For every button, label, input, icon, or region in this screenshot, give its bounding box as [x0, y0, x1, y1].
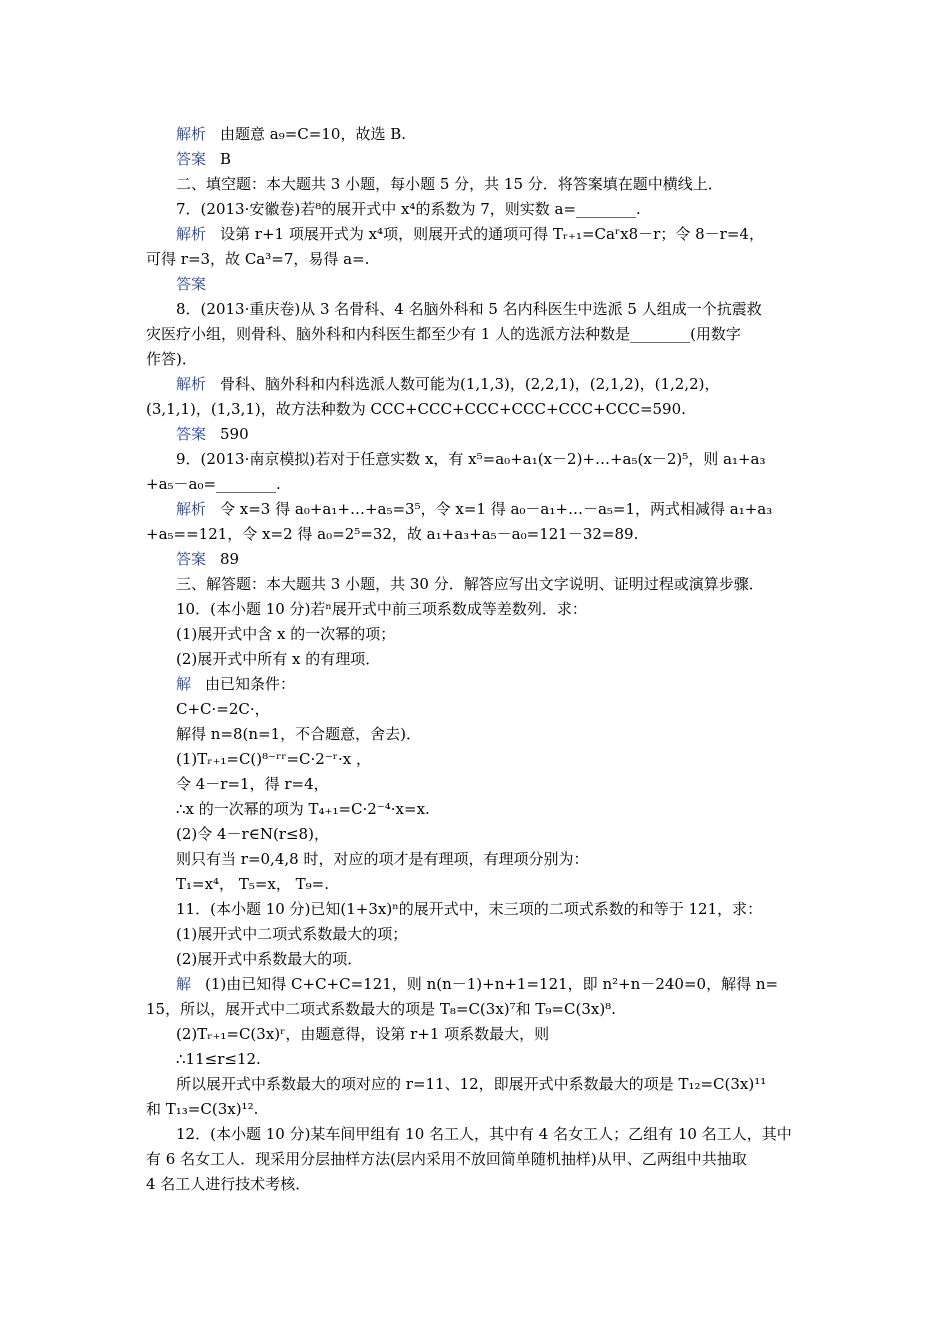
text-line: [176, 774, 329, 794]
text-line: [176, 1049, 261, 1069]
line-text: 三、解答题：本大题共 3 小题，共 30 分．解答应写出文字说明、证明过程或演算步骤．: [176, 575, 764, 593]
line-text: 8．(2013·重庆卷)从 3 名骨科、4 名脑外科和 5 名内科医生中选派 5 人组成一个抗震救: [176, 300, 762, 318]
text-line: [146, 324, 741, 344]
line-text: (1)展开式中含 x 的一次幂的项；: [176, 625, 396, 643]
text-line: [176, 874, 329, 894]
text-line: [176, 974, 778, 994]
line-text: 作答)．: [146, 350, 197, 368]
line-text: 灾医疗小组，则骨科、脑外科和内科医生都至少有 1 人的选派方法种数是________(用数字: [146, 325, 741, 343]
text-line: [176, 449, 765, 469]
text-line: [146, 1174, 310, 1194]
line-text: T₁=x⁴， T₅=x， T₉=.: [176, 875, 329, 893]
text-line: [146, 524, 638, 544]
text-line: [176, 224, 764, 244]
line-text: 和 T₁₃=C(3x)¹².: [146, 1100, 259, 1118]
text-line: [176, 899, 762, 919]
section-label: 解: [176, 975, 192, 993]
text-line: [176, 724, 421, 744]
line-text: (1)Tᵣ₊₁=C()⁸⁻ʳʳ=C·2⁻ʳ·x ，: [176, 750, 371, 768]
line-text: (2)展开式中系数最大的项．: [176, 950, 363, 968]
text-line: [176, 374, 720, 394]
line-text: +a₅－a₀=________.: [146, 475, 281, 493]
text-line: [176, 674, 295, 694]
text-line: [176, 199, 641, 219]
text-line: [176, 299, 762, 319]
line-text: 4 名工人进行技术考核．: [146, 1175, 311, 1193]
line-text: C+C·=2C·，: [176, 700, 270, 718]
text-line: [176, 549, 239, 569]
line-text: 由已知条件：: [205, 675, 296, 693]
section-label: 答案: [176, 150, 207, 168]
text-line: [146, 399, 686, 419]
section-label: 解析: [176, 375, 207, 393]
text-line: [176, 749, 371, 769]
line-text: (2)令 4－r∈N(r≤8)，: [176, 825, 329, 843]
text-line: [176, 599, 587, 619]
line-text: 可得 r=3，故 Ca³=7，易得 a=.: [146, 250, 370, 268]
line-text: (1)由已知得 C+C+C=121，则 n(n－1)+n+1=121，即 n²+n－240=0，解得 n=: [205, 975, 779, 993]
text-line: [176, 624, 395, 644]
text-line: [176, 424, 249, 444]
line-text: 骨科、脑外科和内科选派人数可能为(1,1,3)，(2,2,1)，(2,1,2)，(1,2,2)，: [220, 375, 720, 393]
text-line: [176, 1024, 549, 1044]
section-label: 答案: [176, 425, 207, 443]
line-text: 590: [220, 425, 249, 443]
text-line: [176, 274, 220, 294]
line-text: (2)展开式中所有 x 的有理项．: [176, 650, 381, 668]
text-line: [176, 924, 407, 944]
line-text: ∴x 的一次幂的项为 T₄₊₁=C·2⁻⁴·x=x.: [176, 800, 430, 818]
line-text: 有 6 名女工人．现采用分层抽样方法(层内采用不放回简单随机抽样)从甲、乙两组中共抽取: [146, 1150, 747, 1168]
section-label: 解析: [176, 125, 207, 143]
line-text: 则只有当 r=0,4,8 时，对应的项才是有理项，有理项分别为：: [176, 850, 589, 868]
line-text: +a₅==121，令 x=2 得 a₀=2⁵=32，故 a₁+a₃+a₅－a₀=121－32=89.: [146, 525, 639, 543]
line-text: 令 4－r=1，得 r=4，: [176, 775, 329, 793]
line-text: 15，所以，展开式中二项式系数最大的项是 T₈=C(3x)⁷和 T₉=C(3x)⁸.: [146, 1000, 616, 1018]
text-line: [176, 799, 430, 819]
line-text: 设第 r+1 项展开式为 x⁴项，则展开式的通项可得 Tᵣ₊₁=Caʳx8－r；令 8－r=4，: [220, 225, 764, 243]
text-line: [146, 349, 197, 369]
line-text: B: [220, 150, 232, 168]
section-label: 解析: [176, 500, 207, 518]
text-line: [176, 149, 231, 169]
text-line: [176, 574, 764, 594]
line-text: (1)展开式中二项式系数最大的项；: [176, 925, 408, 943]
line-text: ∴11≤r≤12.: [176, 1050, 261, 1068]
text-line: [176, 849, 588, 869]
line-text: 令 x=3 得 a₀+a₁+…+a₅=3⁵，令 x=1 得 a₀－a₁+…－a₅=1，两式相减得 a₁+a₃: [220, 500, 773, 518]
line-text: 二、填空题：本大题共 3 小题，每小题 5 分，共 15 分．将答案填在题中横线上．: [176, 175, 723, 193]
section-label: 答案: [176, 550, 207, 568]
line-text: (2)Tᵣ₊₁=C(3x)ʳ，由题意得，设第 r+1 项系数最大，则: [176, 1025, 550, 1043]
text-line: [146, 1149, 747, 1169]
line-text: 89: [220, 550, 240, 568]
text-line: [176, 124, 406, 144]
line-text: 解得 n=8(n=1，不合题意，舍去)．: [176, 725, 422, 743]
text-line: [176, 699, 270, 719]
line-text: 所以展开式中系数最大的项对应的 r=11、12，即展开式中系数最大的项是 T₁₂=C(3x)¹¹: [176, 1075, 767, 1093]
line-text: 12．(本小题 10 分)某车间甲组有 10 名工人，其中有 4 名女工人；乙组有 10 名工人，其中: [176, 1125, 792, 1143]
line-text: 10．(本小题 10 分)若ⁿ展开式中前三项系数成等差数列．求：: [176, 600, 587, 618]
line-text: (3,1,1)，(1,3,1)，故方法种数为 CCC+CCC+CCC+CCC+CCC+CCC=590.: [146, 400, 686, 418]
text-line: [146, 249, 369, 269]
text-line: [176, 1074, 766, 1094]
section-label: 答案: [176, 275, 207, 293]
line-text: 9．(2013·南京模拟)若对于任意实数 x，有 x⁵=a₀+a₁(x－2)+…+a₅(x－2)⁵，则 a₁+a₃: [176, 450, 766, 468]
text-line: [146, 474, 281, 494]
text-line: [176, 949, 362, 969]
text-line: [176, 1124, 792, 1144]
text-line: [146, 999, 616, 1019]
line-text: 7．(2013·安徽卷)若⁸的展开式中 x⁴的系数为 7，则实数 a=________.: [176, 200, 641, 218]
text-line: [176, 824, 329, 844]
text-line: [176, 499, 772, 519]
section-label: 解析: [176, 225, 207, 243]
text-line: [176, 649, 380, 669]
line-text: 由题意 a₉=C=10，故选 B.: [220, 125, 407, 143]
text-line: [176, 174, 723, 194]
section-label: 解: [176, 675, 192, 693]
text-line: [146, 1099, 258, 1119]
line-text: 11．(本小题 10 分)已知(1+3x)ⁿ的展开式中，末三项的二项式系数的和等于 121，求：: [176, 900, 763, 918]
